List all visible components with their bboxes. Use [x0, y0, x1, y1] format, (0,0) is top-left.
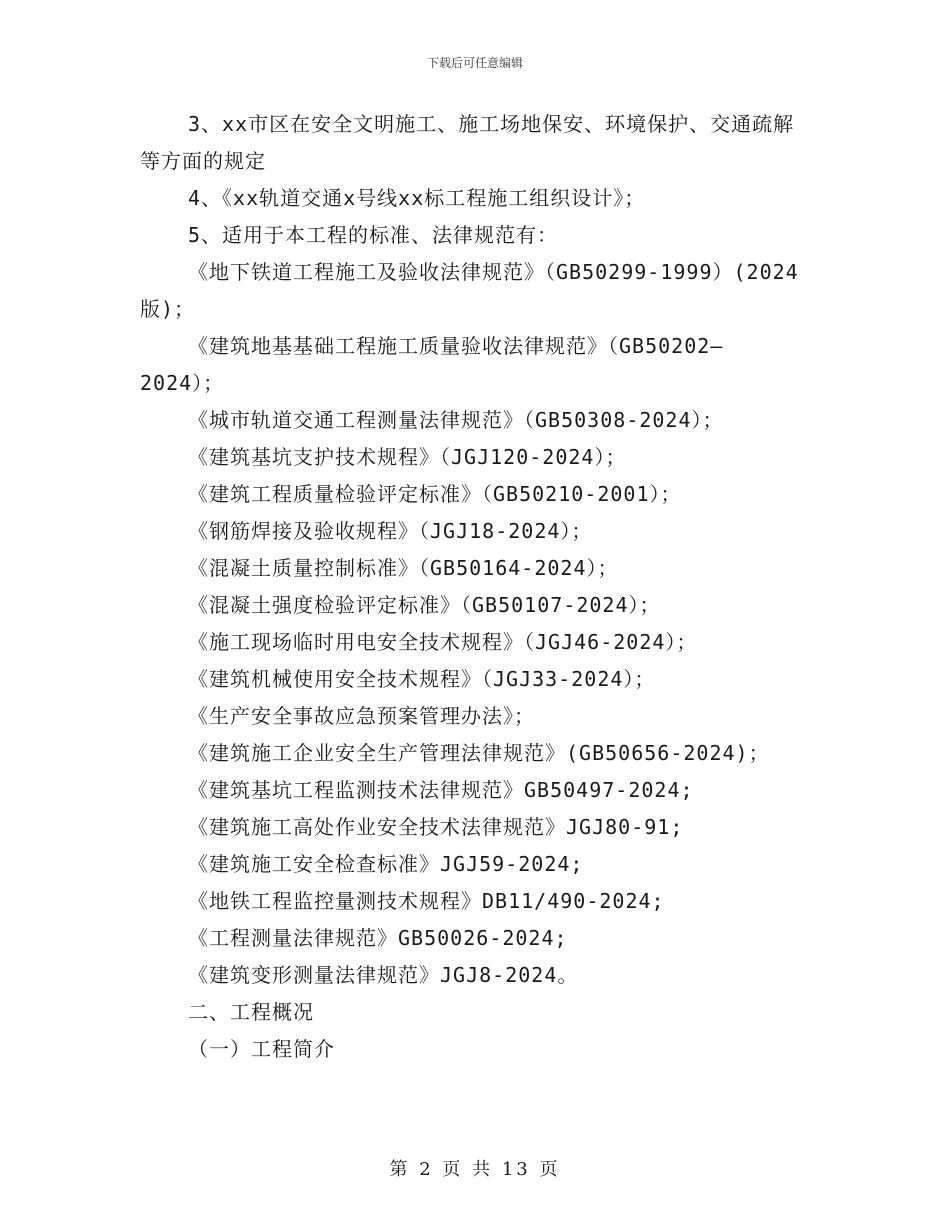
text-line: 《工程测量法律规范》GB50026-2024;	[188, 926, 568, 950]
text-line: 《地下铁道工程施工及验收法律规范》（GB50299-1999）(2024	[188, 260, 799, 284]
text-line: 《建筑机械使用安全技术规程》（JGJ33-2024）；	[188, 667, 656, 691]
text-line: 《建筑基坑支护技术规程》（JGJ120-2024）；	[188, 445, 627, 469]
document-body	[140, 114, 820, 1076]
text-line: 《建筑变形测量法律规范》JGJ8-2024。	[188, 963, 579, 987]
page-number: 第 2 页 共 13 页	[389, 1159, 561, 1180]
text-line: 《建筑施工企业安全生产管理法律规范》(GB50656-2024)；	[188, 741, 770, 765]
text-line: 《施工现场临时用电安全技术规程》（JGJ46-2024）；	[188, 630, 698, 654]
text-line: 《建筑工程质量检验评定标准》（GB50210-2001）；	[188, 482, 682, 506]
text-line: 《建筑地基基础工程施工质量验收法律规范》（GB50202—	[188, 334, 724, 358]
text-line: 3、xx市区在安全文明施工、施工场地保安、环境保护、交通疏解	[188, 112, 795, 136]
text-line: 《建筑施工安全检查标准》JGJ59-2024;	[188, 852, 584, 876]
page-header: 下载后可任意编辑	[426, 56, 523, 70]
text-line: 《混凝土强度检验评定标准》（GB50107-2024）；	[188, 593, 661, 617]
subsection-heading: （一）工程简介	[188, 1037, 335, 1061]
text-line: 《混凝土质量控制标准》（GB50164-2024）；	[188, 556, 619, 580]
text-line: 2024）；	[140, 371, 225, 395]
text-line: 《钢筋焊接及验收规程》（JGJ18-2024）；	[188, 519, 593, 543]
text-line: 5、适用于本工程的标准、法律规范有：	[188, 223, 559, 247]
text-line: 版)；	[140, 297, 196, 321]
text-line: 4、《xx轨道交通x号线xx标工程施工组织设计》；	[188, 186, 646, 210]
text-line: 《生产安全事故应急预案管理办法》；	[188, 704, 535, 728]
text-line: 等方面的规定	[140, 149, 266, 173]
text-line: 《建筑基坑工程监测技术法律规范》GB50497-2024;	[188, 778, 694, 802]
section-heading: 二、工程概况	[188, 1000, 314, 1024]
text-line: 《建筑施工高处作业安全技术法律规范》JGJ80-91;	[188, 815, 684, 839]
text-line: 《城市轨道交通工程测量法律规范》（GB50308-2024）；	[188, 408, 724, 432]
text-line: 《地铁工程监控量测技术规程》DB11/490-2024;	[188, 889, 665, 913]
